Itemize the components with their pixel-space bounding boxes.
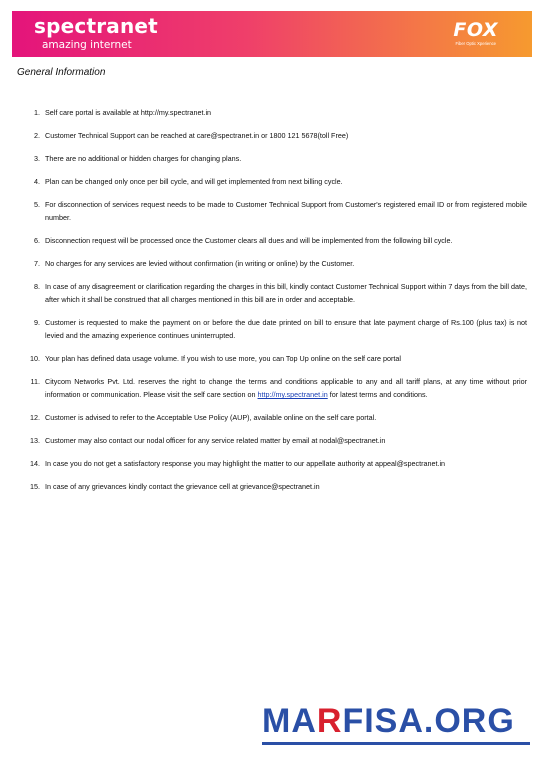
- self-care-link[interactable]: http://my.spectranet.in: [257, 390, 328, 399]
- list-item: 8. In case of any disagreement or clarification regarding the charges in this bill, kindly contact Customer Technical Support within 7 days from the bill date, after which it shall be construed that all charges mentioned in this bill are in order and acceptable.: [34, 282, 527, 304]
- partner-tagline: Fiber Optic Xperience: [455, 41, 496, 46]
- list-item: 2. Customer Technical Support can be reached at care@spectranet.in or 1800 121 5678(toll Free): [34, 131, 349, 140]
- list-item: 15. In case of any grievances kindly contact the grievance cell at grievance@spectranet.in: [30, 482, 320, 491]
- list-item: 9. Customer is requested to make the payment on or before the due date printed on bill to ensure that late payment charge of Rs.100 (plus tax) is not levied and the amazing experience continues uninterrupted.: [34, 318, 527, 340]
- brand-logo: spectranet: [34, 14, 158, 38]
- list-item: 4. Plan can be changed only once per bill cycle, and will get implemented from next billing cycle.: [34, 177, 343, 186]
- list-item: 1. Self care portal is available at http://my.spectranet.in: [34, 108, 212, 117]
- brand-tagline: amazing internet: [42, 39, 132, 51]
- list-item: 12. Customer is advised to refer to the Acceptable Use Policy (AUP), available online on the self care portal.: [30, 413, 377, 422]
- list-item: 6. Disconnection request will be processed once the Customer clears all dues and will be implemented from the following bill cycle.: [34, 236, 453, 245]
- list-item: 7. No charges for any services are levied without confirmation (in writing or online) by the Customer.: [34, 259, 355, 268]
- partner-logo: FOX: [453, 19, 498, 41]
- list-item: 10. Your plan has defined data usage volume. If you wish to use more, you can Top Up online on the self care portal: [30, 354, 402, 363]
- header-banner: [12, 11, 532, 57]
- list-item: 14. In case you do not get a satisfactory response you may highlight the matter to our appellate authority at appeal@spectranet.in: [30, 459, 446, 468]
- watermark-logo: MARFISA.ORG: [262, 702, 515, 740]
- section-title: General Information: [17, 67, 106, 78]
- list-item: 3. There are no additional or hidden charges for changing plans.: [34, 154, 242, 163]
- list-item: 11. Citycom Networks Pvt. Ltd. reserves the right to change the terms and conditions applicable to any and all tariff plans, at any time without prior information or communication. Please visit the self care section on http://my.spectranet.in for latest terms and conditions.: [30, 377, 527, 399]
- watermark-underline: [262, 742, 530, 745]
- list-item: 5. For disconnection of services request needs to be made to Customer Technical Support from Customer's registered email ID or from registered mobile number.: [34, 200, 527, 222]
- info-list: [0, 106, 542, 503]
- list-item: 13. Customer may also contact our nodal officer for any service related matter by email at nodal@spectranet.in: [30, 436, 386, 445]
